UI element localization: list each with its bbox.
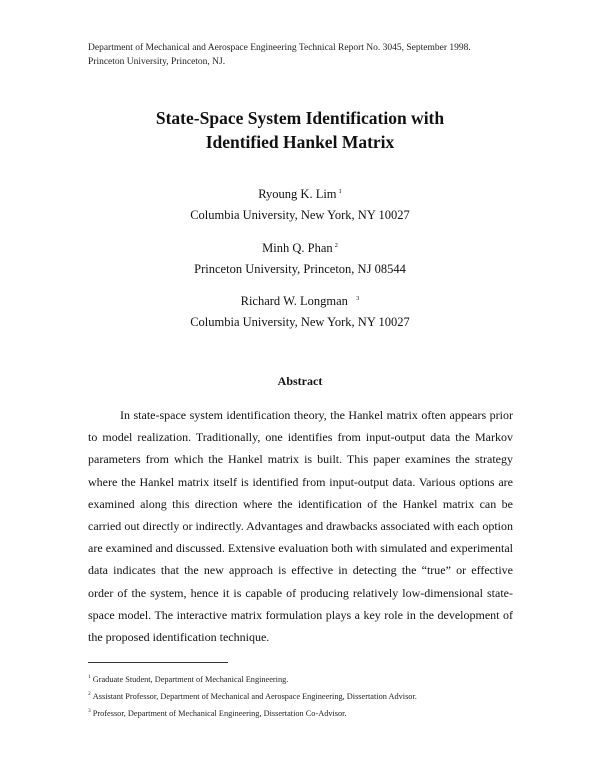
footnote-mark: 3	[88, 707, 91, 714]
footnote	[88, 687, 417, 704]
author-affiliation: Columbia University, New York, NY 10027	[190, 208, 410, 223]
author-name: Ryoung K. Lim	[258, 187, 337, 202]
footnotes	[88, 670, 417, 721]
footnote-mark: 1	[88, 674, 91, 680]
title-line-1: State-Space System Identification with	[155, 108, 445, 128]
footnote-text: Professor, Department of Mechanical Engineering, Dissertation Co-Advisor.	[92, 708, 347, 718]
author-footnote-mark: 1	[338, 188, 342, 195]
author-block	[0, 288, 600, 333]
title-line-2: Identified Hankel Matrix	[205, 132, 395, 152]
footnote	[88, 704, 417, 721]
author-name: Richard W. Longman	[240, 294, 348, 309]
footnote-divider	[88, 662, 228, 663]
abstract-body: In state-space system identification theory, the Hankel matrix often appears prior to model realization. Traditionally, one identifies from input-output data the Markov parameters from which the Hankel matrix is built. This paper examines the strategy where the Hankel matrix itself is identified from input-output data. Various options are examined along this direction where the identification of the Hankel matrix can be carried out directly or indirectly. Advantages and drawbacks associated with each option are examined and discussed. Extensive evaluation both with simulated and experimental data indicates that the new approach is effective in detecting the “true” or effective order of the system, hence it is capable of producing relatively low-dimensional state-space model. The interactive matrix formulation plays a key role in the development of the proposed identification technique.	[88, 408, 513, 645]
footnote-text: Graduate Student, Department of Mechanical Engineering.	[92, 674, 289, 684]
author-affiliation: Princeton University, Princeton, NJ 08544	[194, 262, 406, 277]
author-block	[0, 235, 600, 280]
footnote	[88, 670, 417, 687]
footnote-text: Assistant Professor, Department of Mechanical and Aerospace Engineering, Dissertation Advisor.	[92, 691, 417, 701]
author-block	[0, 181, 600, 226]
abstract-heading: Abstract	[277, 374, 323, 388]
header-line-2: Princeton University, Princeton, NJ.	[88, 56, 226, 67]
author-name: Minh Q. Phan	[262, 241, 333, 256]
paper-title	[0, 106, 600, 154]
footnote-mark: 2	[88, 690, 91, 697]
author-affiliation: Columbia University, New York, NY 10027	[190, 315, 410, 330]
author-footnote-mark: 3	[356, 295, 360, 302]
header-line-1: Department of Mechanical and Aerospace Engineering Technical Report No. 3045, September 1998.	[88, 43, 471, 53]
report-header	[88, 42, 471, 69]
author-footnote-mark: 2	[334, 242, 338, 249]
